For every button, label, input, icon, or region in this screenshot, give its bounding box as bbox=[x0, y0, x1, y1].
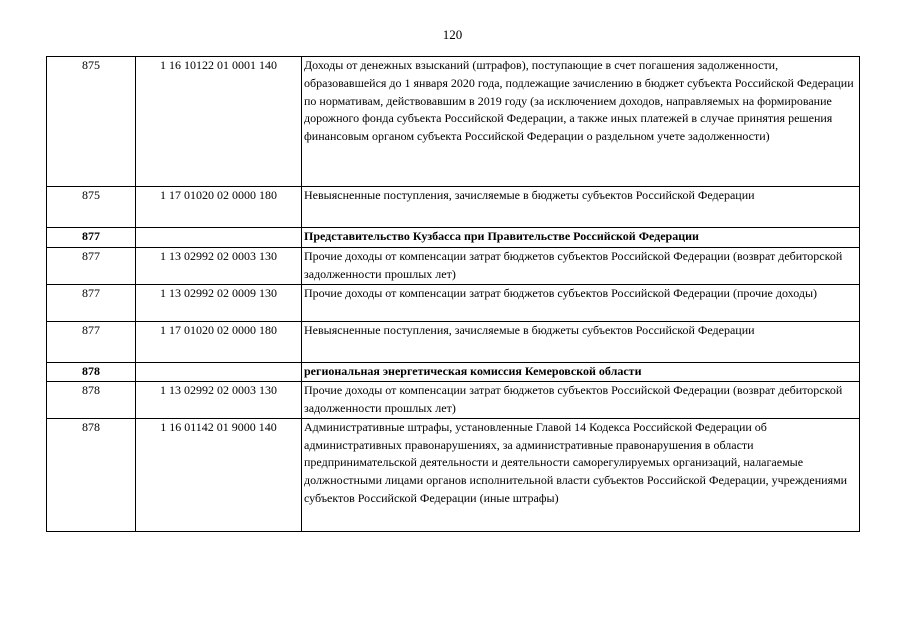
administrator-name-cell: региональная энергетическая комиссия Кемеровской области bbox=[302, 363, 860, 382]
table-row-section-header bbox=[47, 228, 860, 248]
revenue-name-cell: Прочие доходы от компенсации затрат бюджетов субъектов Российской Федерации (прочие доходы) bbox=[302, 285, 860, 322]
revenue-name-cell: Прочие доходы от компенсации затрат бюджетов субъектов Российской Федерации (возврат дебиторской задолженности прошлых лет) bbox=[302, 248, 860, 285]
revenue-name-cell: Прочие доходы от компенсации затрат бюджетов субъектов Российской Федерации (возврат дебиторской задолженности прошлых лет) bbox=[302, 381, 860, 418]
table-row bbox=[47, 285, 860, 322]
table-row bbox=[47, 248, 860, 285]
admin-code-cell: 877 bbox=[47, 248, 136, 285]
admin-code-cell: 877 bbox=[47, 228, 136, 248]
table-row bbox=[47, 418, 860, 531]
admin-code-cell: 877 bbox=[47, 285, 136, 322]
revenue-name-cell: Невыясненные поступления, зачисляемые в бюджеты субъектов Российской Федерации bbox=[302, 322, 860, 363]
kbk-code-cell: 1 16 01142 01 9000 140 bbox=[136, 418, 302, 531]
admin-code-cell: 878 bbox=[47, 381, 136, 418]
kbk-code-cell: 1 17 01020 02 0000 180 bbox=[136, 322, 302, 363]
administrator-name-cell: Представительство Кузбасса при Правительстве Российской Федерации bbox=[302, 228, 860, 248]
kbk-code-cell: 1 16 10122 01 0001 140 bbox=[136, 57, 302, 187]
table-row bbox=[47, 187, 860, 228]
kbk-code-cell bbox=[136, 228, 302, 248]
table-row bbox=[47, 57, 860, 187]
kbk-code-cell: 1 17 01020 02 0000 180 bbox=[136, 187, 302, 228]
revenue-name-cell: Доходы от денежных взысканий (штрафов), поступающие в счет погашения задолженности, образовавшейся до 1 января 2020 года, подлежащие зачислению в бюджет субъекта Российской Федерации по нормативам, действовавшим в 2019 году (за исключением доходов, направляемых на формирование дорожного фонда субъекта Российской Федерации, а также иных платежей в случае принятия решения финансовым органом субъекта Российской Федерации о раздельном учете задолженности) bbox=[302, 57, 860, 187]
kbk-code-cell: 1 13 02992 02 0009 130 bbox=[136, 285, 302, 322]
table-row bbox=[47, 381, 860, 418]
admin-code-cell: 877 bbox=[47, 322, 136, 363]
page-number: 120 bbox=[442, 27, 463, 42]
revenue-name-cell: Невыясненные поступления, зачисляемые в бюджеты субъектов Российской Федерации bbox=[302, 187, 860, 228]
kbk-code-cell: 1 13 02992 02 0003 130 bbox=[136, 381, 302, 418]
kbk-code-cell: 1 13 02992 02 0003 130 bbox=[136, 248, 302, 285]
admin-code-cell: 878 bbox=[47, 418, 136, 531]
kbk-code-cell bbox=[136, 363, 302, 382]
revenue-classification-table bbox=[46, 56, 860, 532]
admin-code-cell: 878 bbox=[47, 363, 136, 382]
table-row-section-header bbox=[47, 363, 860, 382]
revenue-name-cell: Административные штрафы, установленные Главой 14 Кодекса Российской Федерации об административных правонарушениях, за административные правонарушения в области предпринимательской деятельности и деятельности саморегулируемых организаций, налагаемые должностными лицами органов исполнительной власти субъектов Российской Федерации, учреждениями субъектов Российской Федерации (иные штрафы) bbox=[302, 418, 860, 531]
table-row bbox=[47, 322, 860, 363]
admin-code-cell: 875 bbox=[47, 57, 136, 187]
admin-code-cell: 875 bbox=[47, 187, 136, 228]
